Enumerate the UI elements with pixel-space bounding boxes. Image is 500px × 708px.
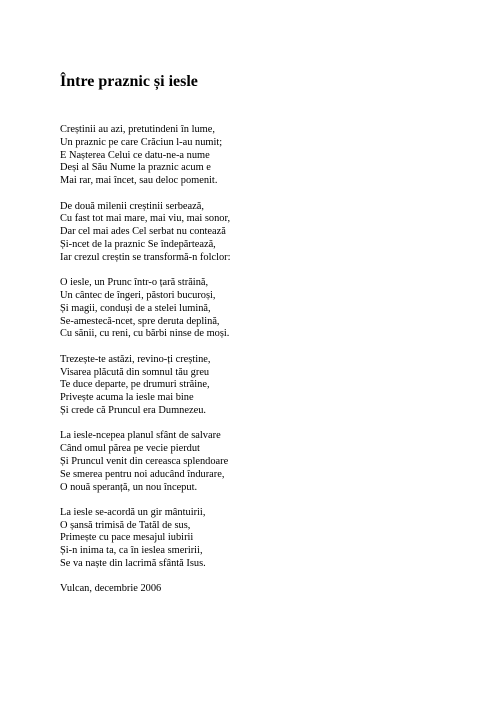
verse-line: La iesle-ncepea planul sfânt de salvare — [60, 430, 221, 442]
verse-line: Iar crezul creștin se transformă-n folclor: — [60, 251, 231, 263]
verse-line: E Nașterea Celui ce datu-ne-a nume — [60, 149, 210, 161]
stanza-4 — [60, 354, 460, 418]
verse-line: Un cântec de îngeri, păstori bucuroși, — [60, 289, 216, 301]
verse-line: Creștinii au azi, pretutindeni în lume, — [60, 124, 215, 135]
verse-line: O nouă speranță, un nou început. — [60, 481, 198, 493]
stanza-1 — [60, 124, 460, 188]
verse-line: O iesle, un Prunc într-o țară străină, — [60, 277, 209, 289]
verse-line: Deși al Său Nume la praznic acum e — [60, 162, 211, 174]
verse-line: Când omul părea pe vecie pierdut — [60, 443, 200, 455]
verse-line: Dar cel mai ades Cel serbat nu contează — [60, 226, 226, 238]
verse-line: Și Pruncul venit din cereasca splendoare — [60, 455, 229, 467]
verse-line: Un praznic pe care Crăciun l-au numit; — [60, 136, 223, 148]
verse-line: Se smerea pentru noi aducând îndurare, — [60, 468, 225, 480]
place-date: Vulcan, decembrie 2006 — [60, 583, 162, 595]
poem-title: Între praznic și iesle — [60, 73, 198, 90]
verse-line: De două milenii creștinii serbează, — [60, 200, 204, 212]
verse-line: Și-n inima ta, ca în ieslea smeririi, — [60, 545, 203, 557]
poem-body — [60, 124, 460, 596]
stanza-6 — [60, 507, 460, 571]
verse-line: Se va naște din lacrimă sfântă Isus. — [60, 558, 206, 570]
verse-line: Visarea plăcută din somnul tău greu — [60, 366, 210, 378]
verse-line: O șansă trimisă de Tatăl de sus, — [60, 519, 191, 531]
stanza-3 — [60, 277, 460, 341]
verse-line: Te duce departe, pe drumuri străine, — [60, 379, 210, 391]
stanza-2 — [60, 201, 460, 265]
verse-line: Mai rar, mai încet, sau deloc pomenit. — [60, 175, 218, 187]
verse-line: Privește acuma la iesle mai bine — [60, 392, 194, 404]
verse-line: Se-amestecă-ncet, spre deruta deplină, — [60, 315, 220, 327]
verse-line: Cu sănii, cu reni, cu bărbi ninse de moși. — [60, 328, 230, 340]
verse-line: Și-ncet de la praznic Se îndepărtează, — [60, 238, 216, 250]
verse-line: La iesle se-acordă un gir mântuirii, — [60, 506, 206, 518]
verse-line: Cu fast tot mai mare, mai viu, mai sonor, — [60, 213, 231, 225]
verse-line: Trezește-te astăzi, revino-ți creștine, — [60, 353, 211, 365]
stanza-5 — [60, 430, 460, 494]
verse-line: Și magii, conduși de a stelei lumină, — [60, 302, 211, 314]
verse-line: Primește cu pace mesajul iubirii — [60, 532, 194, 544]
verse-line: Și crede că Pruncul era Dumnezeu. — [60, 404, 206, 416]
